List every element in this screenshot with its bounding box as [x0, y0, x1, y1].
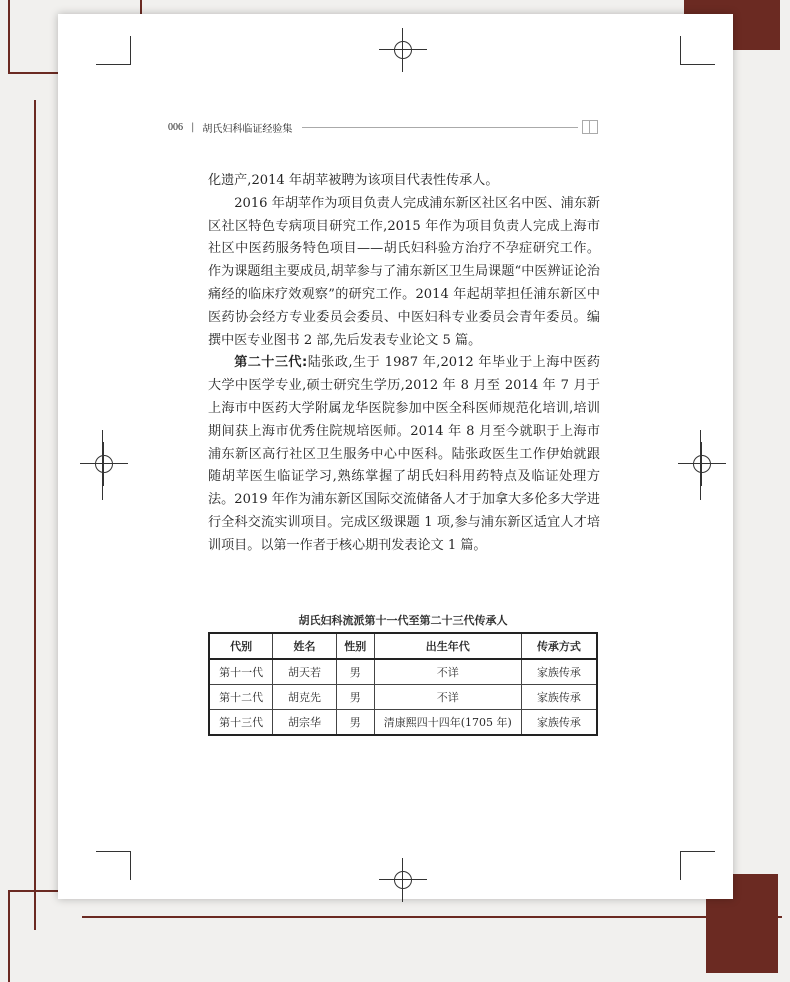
header-rule	[302, 127, 578, 128]
table-cell: 家族传承	[521, 710, 597, 736]
table-cell: 男	[336, 710, 374, 736]
paragraph-3	[208, 352, 600, 557]
header-inheritance-mode: 传承方式	[521, 633, 597, 659]
page-number: 006	[168, 121, 183, 133]
paragraph-1: 化遗产,2014 年胡苹被聘为该项目代表性传承人。	[208, 173, 499, 188]
table-cell: 清康熙四十四年(1705 年)	[374, 710, 521, 736]
table-cell: 胡宗华	[273, 710, 337, 736]
table-cell: 男	[336, 659, 374, 685]
header-separator: |	[191, 121, 195, 133]
table-row	[209, 710, 597, 736]
side-tick-left	[102, 430, 103, 500]
table-cell: 男	[336, 685, 374, 710]
table-cell: 胡克先	[273, 685, 337, 710]
table-cell: 家族传承	[521, 659, 597, 685]
crop-mark-top-right	[680, 36, 715, 65]
table-header-row	[209, 633, 597, 659]
header-birth-era: 出生年代	[374, 633, 521, 659]
header-name: 姓名	[273, 633, 337, 659]
table-cell: 第十三代	[209, 710, 273, 736]
table-row	[209, 659, 597, 685]
frame-line-bottom	[82, 916, 782, 918]
crop-mark-bottom-left	[96, 851, 131, 880]
table-caption: 胡氏妇科流派第十一代至第二十三代传承人	[298, 614, 508, 627]
paragraph-2: 2016 年胡苹作为项目负责人完成浦东新区社区名中医、浦东新区社区特色专病项目研究工作,2015 年作为项目负责人完成上海市社区中医药服务特色项目——胡氏妇科验方治疗不孕症研究工作。作为课题组主要成员,胡苹参与了浦东新区卫生局课题“中医辨证论治痛经的临床疗效观察”的研究工作。2014 年起胡苹担任浦东新区中医药协会经方专业委员会委员、中医妇科专业委员会青年委员。编撰中医专业图书 2 部,先后发表专业论文 5 篇。	[208, 195, 600, 348]
paragraph-3-text: 陆张政,生于 1987 年,2012 年毕业于上海中医药大学中医学专业,硕士研究生学历,2012 年 8 月至 2014 年 7 月于上海市中医药大学附属龙华医院参加中医全科医师规范化培训,培训期间获上海市优秀住院规培医师。2014 年 8 月至今就职于上海市浦东新区高行社区卫生服务中心中医科。陆张政医生工作伊始就跟随胡苹医生临证学习,熟练掌握了胡氏妇科用药特点及临证处理方法。2019 年作为浦东新区国际交流储备人才于加拿大多伦多大学进行全科交流实训项目。完成区级课题 1 项,参与浦东新区适宜人才培训项目。以第一作者于核心期刊发表论文 1 篇。	[208, 355, 600, 553]
header-gender: 性别	[336, 633, 374, 659]
frame-line-left	[34, 100, 36, 930]
table-cell: 家族传承	[521, 685, 597, 710]
table-cell: 第十一代	[209, 659, 273, 685]
table-cell: 胡天若	[273, 659, 337, 685]
body-text	[208, 170, 600, 558]
table-cell: 不详	[374, 659, 521, 685]
header-generation: 代别	[209, 633, 273, 659]
frame-line-bottom-left	[8, 890, 80, 982]
table-cell: 第十二代	[209, 685, 273, 710]
registration-mark-left	[95, 455, 113, 473]
crop-mark-bottom-right	[680, 851, 715, 880]
lineage-table	[208, 632, 598, 736]
table-row	[209, 685, 597, 710]
book-title: 胡氏妇科临证经验集	[202, 123, 293, 135]
running-header	[168, 119, 598, 135]
registration-mark-top	[394, 41, 412, 59]
crop-mark-top-left	[96, 36, 131, 65]
registration-mark-right	[693, 455, 711, 473]
side-tick-right	[700, 430, 701, 500]
table-cell: 不详	[374, 685, 521, 710]
paragraph-3-lead: 第二十三代:	[234, 355, 308, 371]
gift-icon	[582, 120, 598, 134]
registration-mark-bottom	[394, 871, 412, 889]
